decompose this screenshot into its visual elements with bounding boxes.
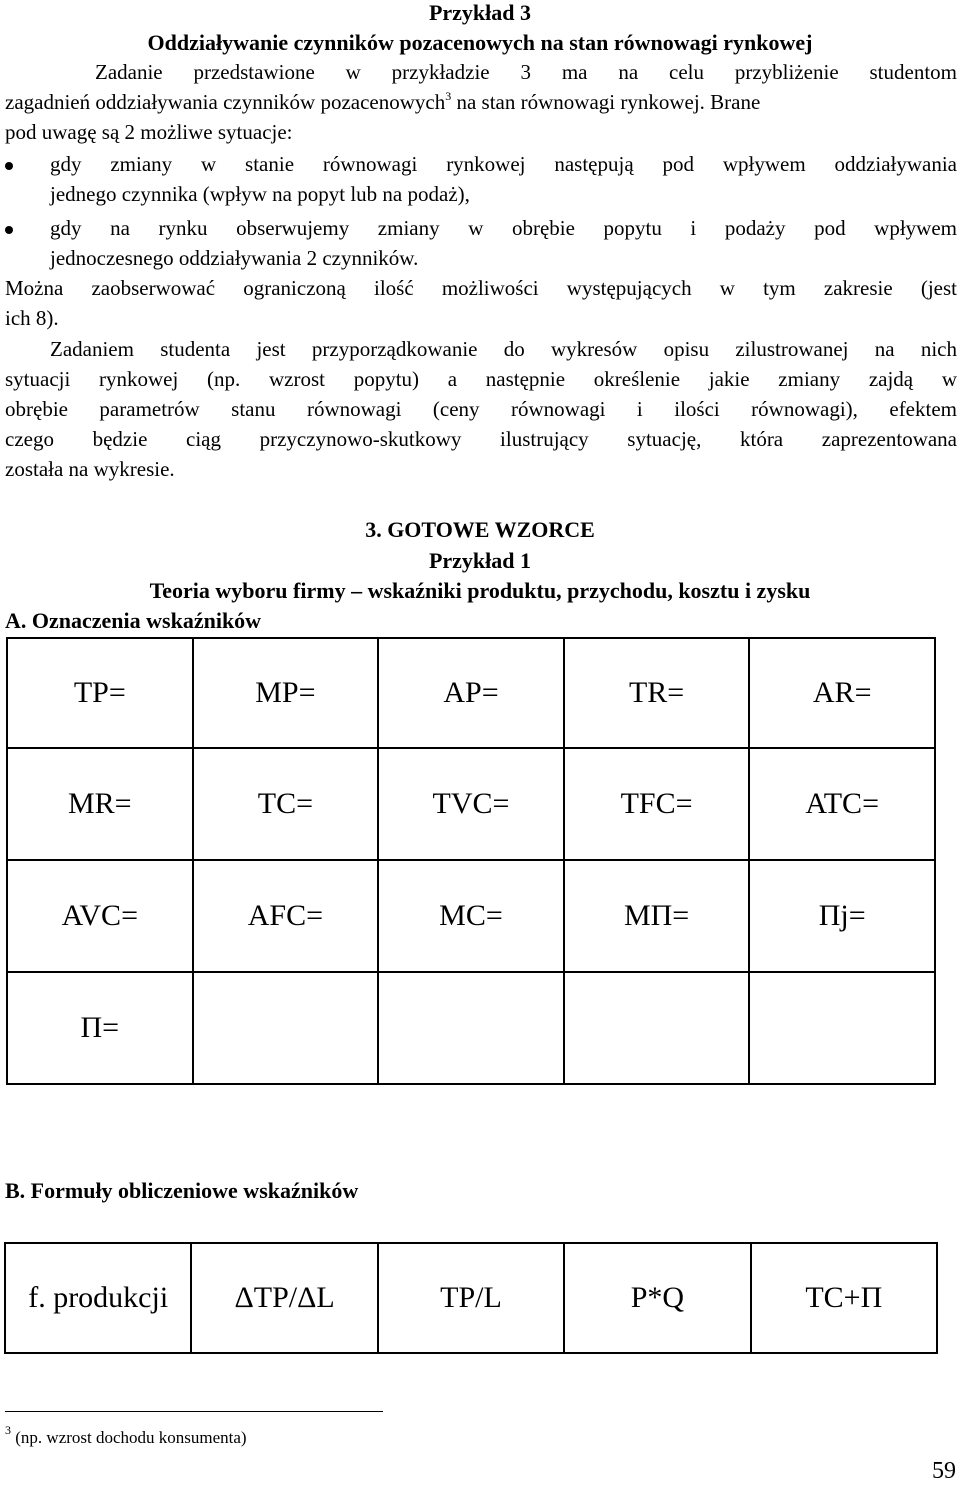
table-cell: MR=	[7, 748, 193, 860]
section-example: Przykład 1	[428, 548, 532, 573]
table-cell: AR=	[749, 638, 935, 748]
table-cell: ΔTP/ΔL	[191, 1243, 377, 1353]
intro-line-3: pod uwagę są 2 możliwe sytuacje:	[5, 120, 293, 144]
footnote-text: (np. wzrost dochodu konsumenta)	[15, 1428, 247, 1447]
table-row	[7, 638, 935, 748]
table-cell: MC=	[378, 860, 564, 972]
section-heading: 3. GOTOWE WZORCE	[365, 517, 595, 542]
table-cell: P*Q	[564, 1243, 750, 1353]
para3-line-1: Zadaniem studenta jest przyporządkowanie do wykresów opisu zilustrowanej na nich	[50, 337, 957, 361]
table-cell: MP=	[193, 638, 379, 748]
para2-line-1: Można zaobserwować ograniczoną ilość możliwości występujących w tym zakresie (jest	[5, 276, 957, 300]
table-cell: TR=	[564, 638, 750, 748]
table-row	[5, 1243, 937, 1353]
bullet-dot-2	[5, 226, 13, 234]
table-cell: TC+Π	[751, 1243, 937, 1353]
footnote	[5, 1423, 247, 1448]
footnote-rule	[5, 1411, 383, 1412]
intro-line-2	[5, 90, 760, 115]
formulas-table	[4, 1242, 938, 1354]
table-cell: ATC=	[749, 748, 935, 860]
table-row	[7, 748, 935, 860]
table-cell	[749, 972, 935, 1084]
para2-line-2: ich 8).	[5, 306, 59, 330]
table-cell: AFC=	[193, 860, 379, 972]
bullet-1-line-1: gdy zmiany w stanie równowagi rynkowej następują pod wpływem oddziaływania	[50, 152, 957, 176]
intro-line-2a: zagadnień oddziaływania czynników pozacenowych	[5, 90, 446, 114]
table-cell	[378, 972, 564, 1084]
table-row	[7, 972, 935, 1084]
indicator-symbols-table	[6, 637, 936, 1085]
table-cell: AP=	[378, 638, 564, 748]
table-cell: TP=	[7, 638, 193, 748]
footnote-number: 3	[5, 1423, 11, 1437]
para3-line-5: została na wykresie.	[5, 457, 175, 481]
bullet-2-line-2: jednoczesnego oddziaływania 2 czynników.	[50, 246, 419, 270]
footnote-ref: 3	[445, 89, 452, 103]
example-title: Przykład 3	[428, 0, 532, 25]
table-cell: TC=	[193, 748, 379, 860]
part-b-heading: B. Formuły obliczeniowe wskaźników	[5, 1178, 359, 1203]
table-cell: AVC=	[7, 860, 193, 972]
section-subtitle: Oddziaływanie czynników pozacenowych na stan równowagi rynkowej	[147, 30, 813, 55]
para3-line-3: obrębie parametrów stanu równowagi (ceny równowagi i ilości równowagi), efektem	[5, 397, 957, 421]
para3-line-4: czego będzie ciąg przyczynowo-skutkowy ilustrujący sytuację, która zaprezentowana	[5, 427, 957, 451]
table-cell: Πj=	[749, 860, 935, 972]
table-cell: TVC=	[378, 748, 564, 860]
bullet-1-line-2: jednego czynnika (wpływ na popyt lub na podaż),	[50, 182, 470, 206]
intro-line-2b: na stan równowagi rynkowej. Brane	[456, 90, 761, 114]
para3-line-2: sytuacji rynkowej (np. wzrost popytu) a następnie określenie jakie zmiany zajdą w	[5, 367, 957, 391]
bullet-dot-1	[5, 162, 13, 170]
bullet-2-line-1: gdy na rynku obserwujemy zmiany w obrębie popytu i podaży pod wpływem	[50, 216, 957, 240]
table-cell: Π=	[7, 972, 193, 1084]
table-cell: MΠ=	[564, 860, 750, 972]
table-row	[7, 860, 935, 972]
page-number: 59	[932, 1458, 956, 1484]
table-cell: TP/L	[378, 1243, 564, 1353]
intro-line-1: Zadanie przedstawione w przykładzie 3 ma na celu przybliżenie studentom	[95, 60, 957, 84]
table-cell: f. produkcji	[5, 1243, 191, 1353]
part-a-heading: A. Oznaczenia wskaźników	[5, 608, 262, 633]
table-cell	[564, 972, 750, 1084]
section-title: Teoria wyboru firmy – wskaźniki produktu, przychodu, kosztu i zysku	[149, 578, 811, 603]
table-cell: TFC=	[564, 748, 750, 860]
table-cell	[193, 972, 379, 1084]
